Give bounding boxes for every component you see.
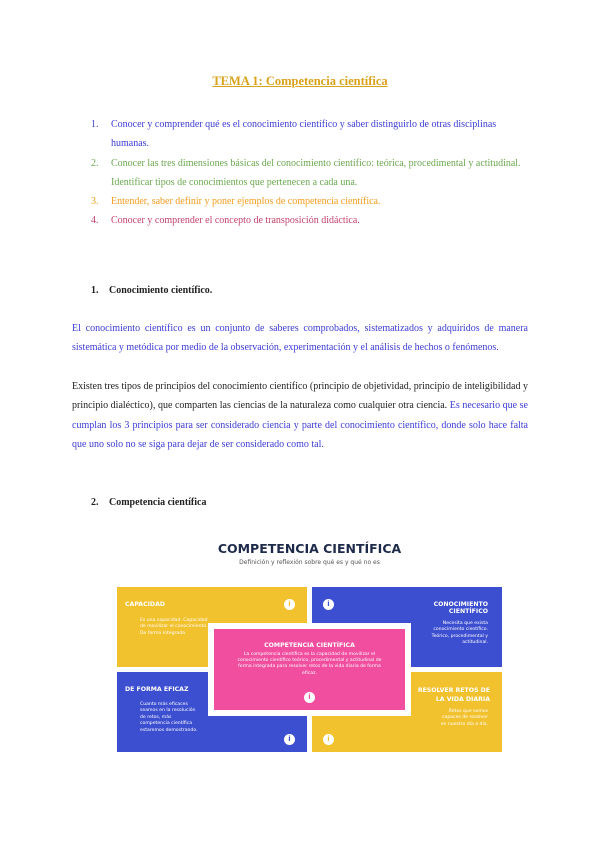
section-heading-conocimiento <box>91 285 212 296</box>
objective-item <box>91 154 531 193</box>
center-text: La competencia científica es la capacidad de movilizar el conocimiento científico teórico, procedimental y actitudinal de forma integrada para resolver retos de la vida diaria de forma eficaz. <box>237 652 382 676</box>
objective-text: Conocer las tres dimensiones básicas del conocimiento científico: teórica, procedimental y actitudinal. Identificar tipos de conocimientos que pertenecen a cada una. <box>111 157 521 188</box>
box-title: CONOCIMIENTO CIENTÍFICO <box>433 601 488 615</box>
box-title: DE FORMA EFICAZ <box>125 686 189 693</box>
competencia-infographic <box>117 533 502 757</box>
objective-text: Conocer y comprender el concepto de transposición didáctica. <box>111 215 360 227</box>
objective-text: Entender, saber definir y poner ejemplos de competencia científica. <box>111 196 381 208</box>
info-icon[interactable]: i <box>284 734 295 745</box>
box-text: Retos que somos capaces de resolver en nuestro día a día. <box>440 709 488 727</box>
objective-text: Conocer y comprender qué es el conocimiento científico y saber distinguirlo de otras disciplinas humanas. <box>111 119 497 150</box>
section-number: 2. <box>91 497 99 508</box>
info-icon[interactable]: i <box>284 599 295 610</box>
box-text: Es una capacidad. Capacidad de movilizar el conocimiento. De forma integrada. <box>140 618 208 636</box>
info-icon[interactable]: i <box>304 692 315 703</box>
info-icon[interactable]: i <box>323 599 334 610</box>
objective-item <box>91 192 531 211</box>
objective-number: 2. <box>91 157 99 169</box>
objective-number: 3. <box>91 196 99 208</box>
objective-number: 1. <box>91 119 99 130</box>
infographic-title: COMPETENCIA CIENTÍFICA <box>217 541 402 556</box>
page-title: TEMA 1: Competencia científica <box>212 74 388 88</box>
section-title: Conocimiento científico. <box>109 285 213 296</box>
infographic-subtitle: Definición y reflexión sobre qué es y qué no es <box>239 559 380 566</box>
box-title: CAPACIDAD <box>125 601 165 608</box>
objective-item <box>91 115 531 154</box>
paragraph-text: Existen tres tipos de principios del conocimiento científico (principio de objetividad, principio de inteligibilidad y principio dialéctico), que comparten las ciencias de la naturaleza como cualquier otra ciencia. <box>72 381 528 412</box>
box-title: RESOLVER RETOS DE LA VIDA DIARIA <box>417 687 490 703</box>
objectives-list <box>91 115 531 231</box>
info-icon[interactable]: i <box>323 734 334 745</box>
paragraph-definition: El conocimiento científico es un conjunto de saberes comprobados, sistematizados y adquiridos de manera sistemática y metódica por medio de la observación, experimentación y el análisis de hechos o fenómenos. <box>72 323 528 354</box>
paragraph-principles <box>72 377 528 455</box>
box-text: Cuanto más eficaces seamos en la resolución de retos, más competencia científica estaremos demostrando. <box>140 702 198 733</box>
box-text: Necesita que exista conocimiento científico. Teórico, procedimental y actitudinal. <box>431 621 488 646</box>
center-definition-box <box>214 629 405 710</box>
objective-item <box>91 211 531 230</box>
objective-number: 4. <box>91 215 99 227</box>
center-title: COMPETENCIA CIENTÍFICA <box>264 642 355 649</box>
section-title: Competencia científica <box>109 497 207 508</box>
section-heading-competencia <box>91 497 206 508</box>
paragraph-highlight: Es necesario que se cumplan los 3 principios para ser considerado ciencia y parte del conocimiento científico, donde solo hace falta que uno solo no se siga para dejar de ser considerado como tal. <box>72 400 528 451</box>
section-number: 1. <box>91 285 99 296</box>
